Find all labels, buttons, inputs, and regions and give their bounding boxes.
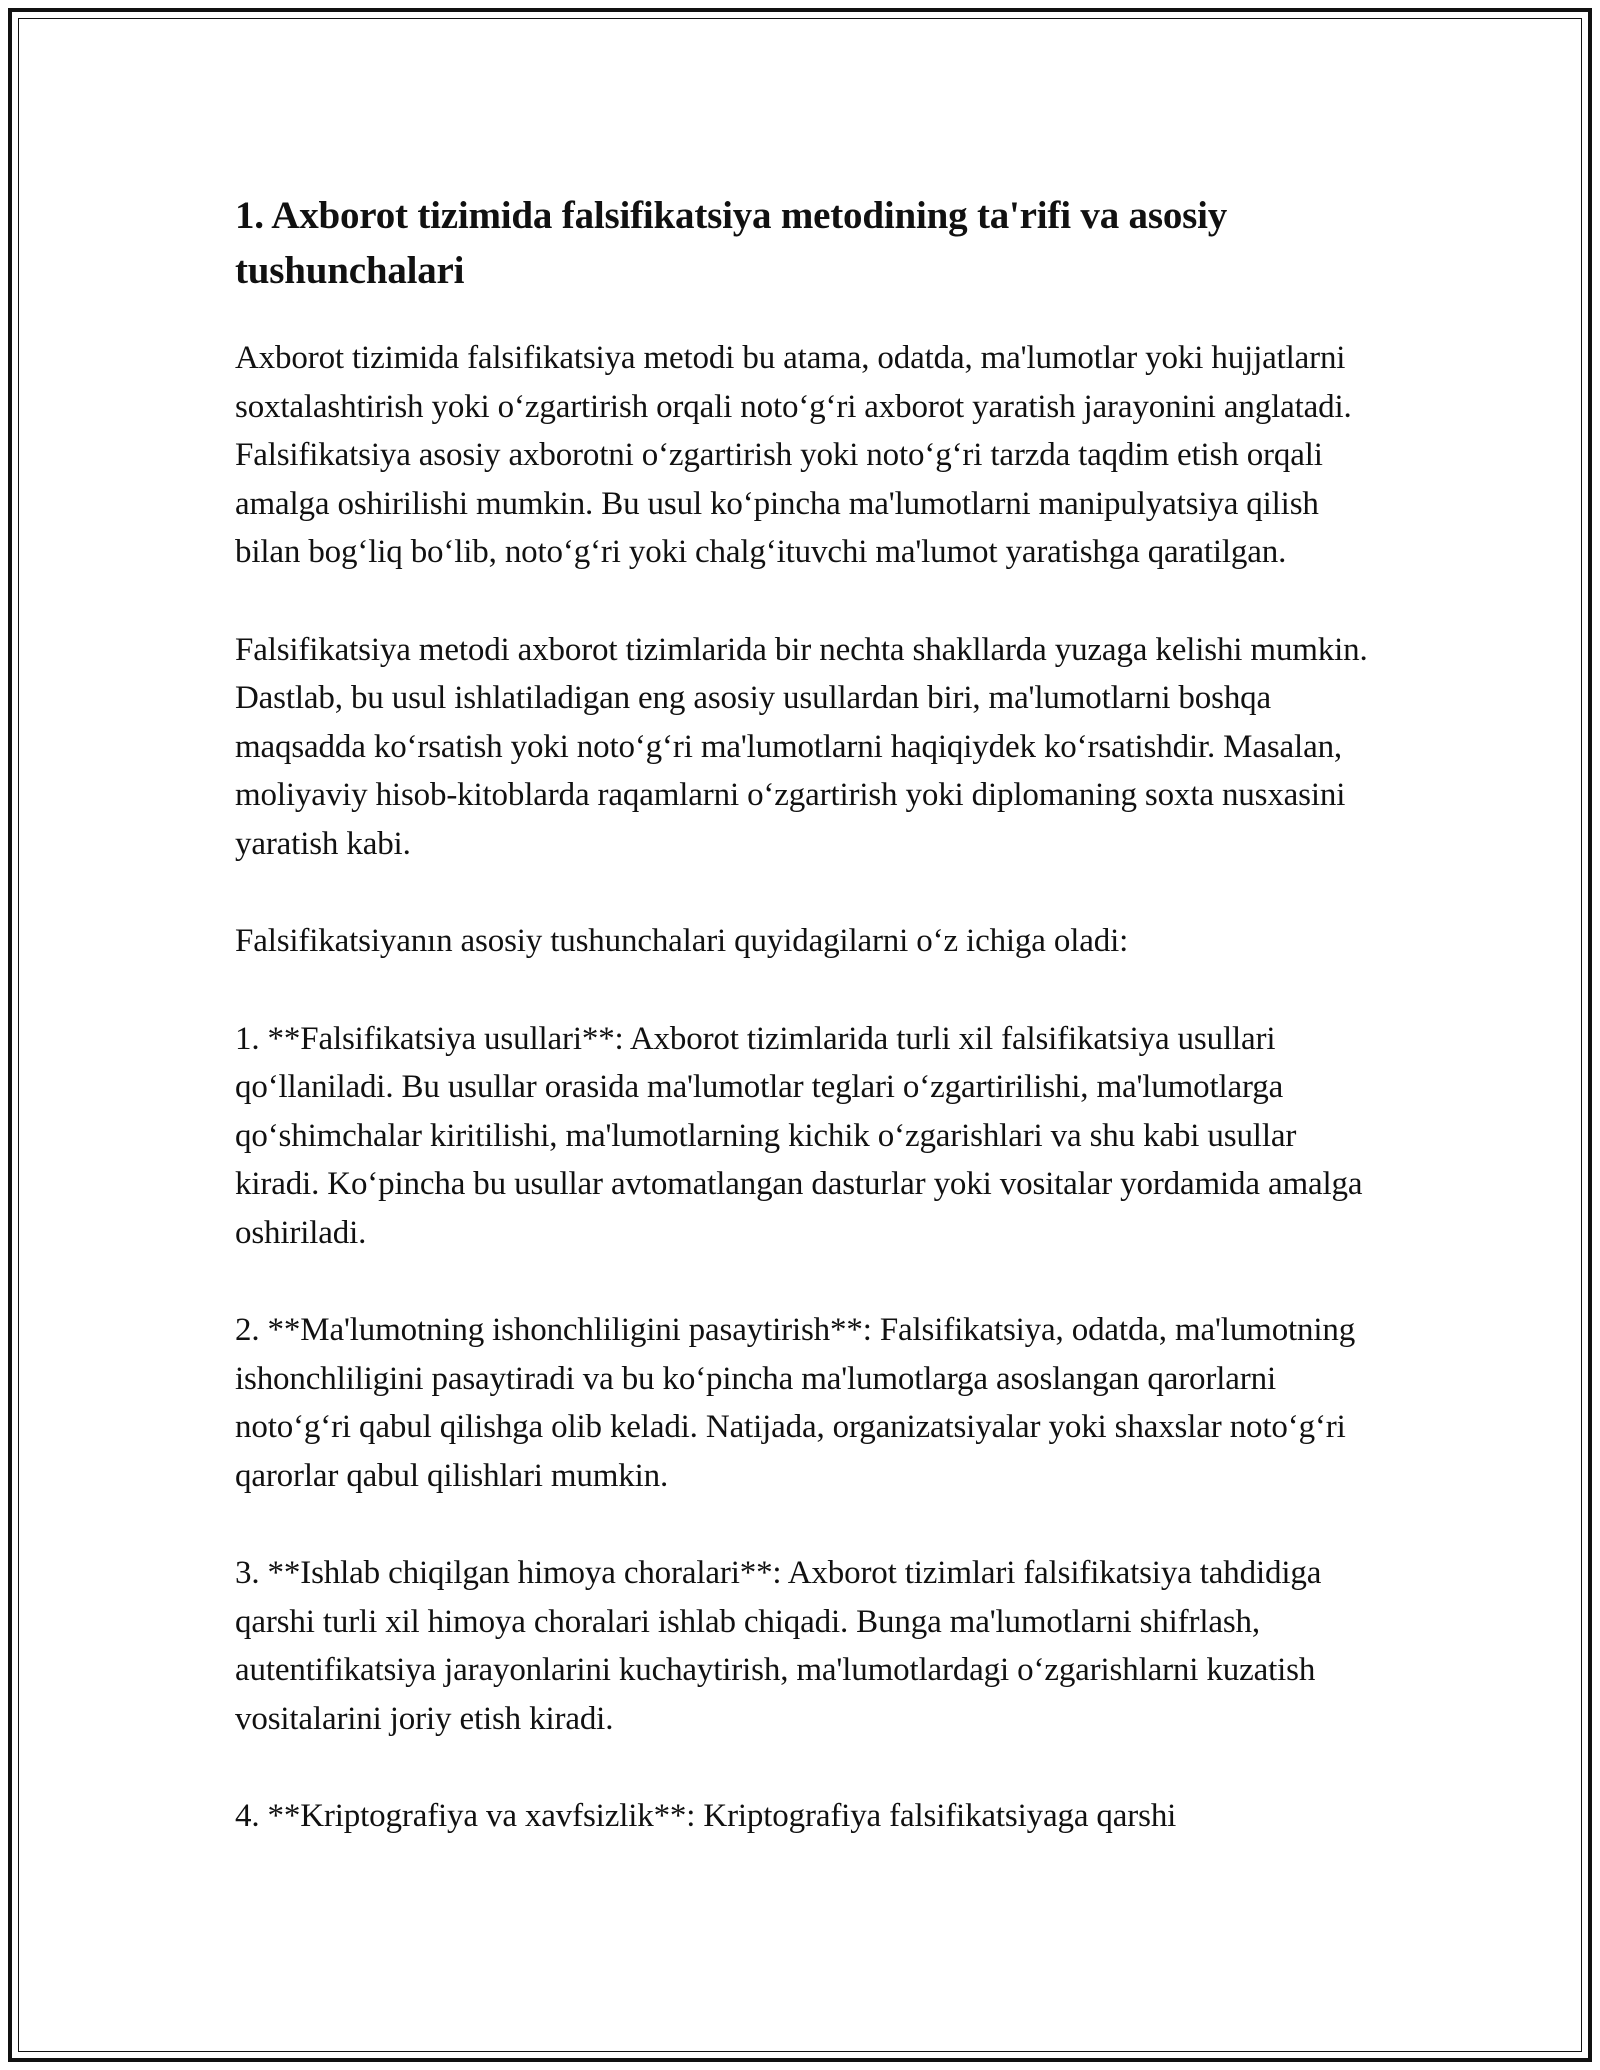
document-body	[235, 188, 1370, 1890]
paragraph-definition: Axborot tizimida falsifikatsiya metodi bu atama, odatda, ma'lumotlar yoki hujjatlarni soxtalashtirish yoki o‘zgartirish orqali noto‘g‘ri axborot yaratish jarayonini anglatadi. Falsifikatsiya asosiy axborotni o‘zgartirish yoki noto‘g‘ri tarzda taqdim etish orqali amalga oshirilishi mumkin. Bu usul ko‘pincha ma'lumotlarni manipulyatsiya qilish bilan bog‘liq bo‘lib, noto‘g‘ri yoki chalg‘ituvchi ma'lumot yaratishga qaratilgan.	[235, 340, 1352, 570]
paragraph-forms: Falsifikatsiya metodi axborot tizimlarida bir nechta shakllarda yuzaga kelishi mumkin. Dastlab, bu usul ishlatiladigan eng asosiy usullardan biri, ma'lumotlarni boshqa maqsadda ko‘rsatish yoki noto‘g‘ri ma'lumotlarni haqiqiydek ko‘rsatishdir. Masalan, moliyaviy hisob-kitoblarda raqamlarni o‘zgartirish yoki diplomaning soxta nusxasini yaratish kabi.	[235, 631, 1368, 862]
paragraph-concepts-intro: Falsifikatsiyanın asosiy tushunchalari quyidagilarni o‘z ichiga oladi:	[235, 923, 1129, 959]
list-item-reliability: 2. **Ma'lumotning ishonchliligini pasaytirish**: Falsifikatsiya, odatda, ma'lumotning ishonchliligini pasaytiradi va bu ko‘pincha ma'lumotlarga asoslangan qarorlarni noto‘g‘ri qabul qilishga olib keladi. Natijada, organizatsiyalar yoki shaxslar noto‘g‘ri qarorlar qabul qilishlari mumkin.	[235, 1312, 1356, 1494]
list-item-protection: 3. **Ishlab chiqilgan himoya choralari**: Axborot tizimlari falsifikatsiya tahdidiga qarshi turli xil himoya choralari ishlab chiqadi. Bunga ma'lumotlarni shifrlash, autentifikatsiya jarayonlarini kuchaytirish, ma'lumotlardagi o‘zgarishlarni kuzatish vositalarini joriy etish kiradi.	[235, 1555, 1322, 1737]
section-heading: 1. Axborot tizimida falsifikatsiya metodining ta'rifi va asosiy tushunchalari	[235, 194, 1228, 292]
list-item-methods: 1. **Falsifikatsiya usullari**: Axborot tizimlarida turli xil falsifikatsiya usullari qo‘llaniladi. Bu usullar orasida ma'lumotlar teglari o‘zgartirilishi, ma'lumotlarga qo‘shimchalar kiritilishi, ma'lumotlarning kichik o‘zgarishlari va shu kabi usullar kiradi. Ko‘pincha bu usullar avtomatlangan dasturlar yoki vositalar yordamida amalga oshiriladi.	[235, 1020, 1363, 1251]
list-item-cryptography: 4. **Kriptografiya va xavfsizlik**: Kriptografiya falsifikatsiyaga qarshi	[235, 1798, 1177, 1834]
